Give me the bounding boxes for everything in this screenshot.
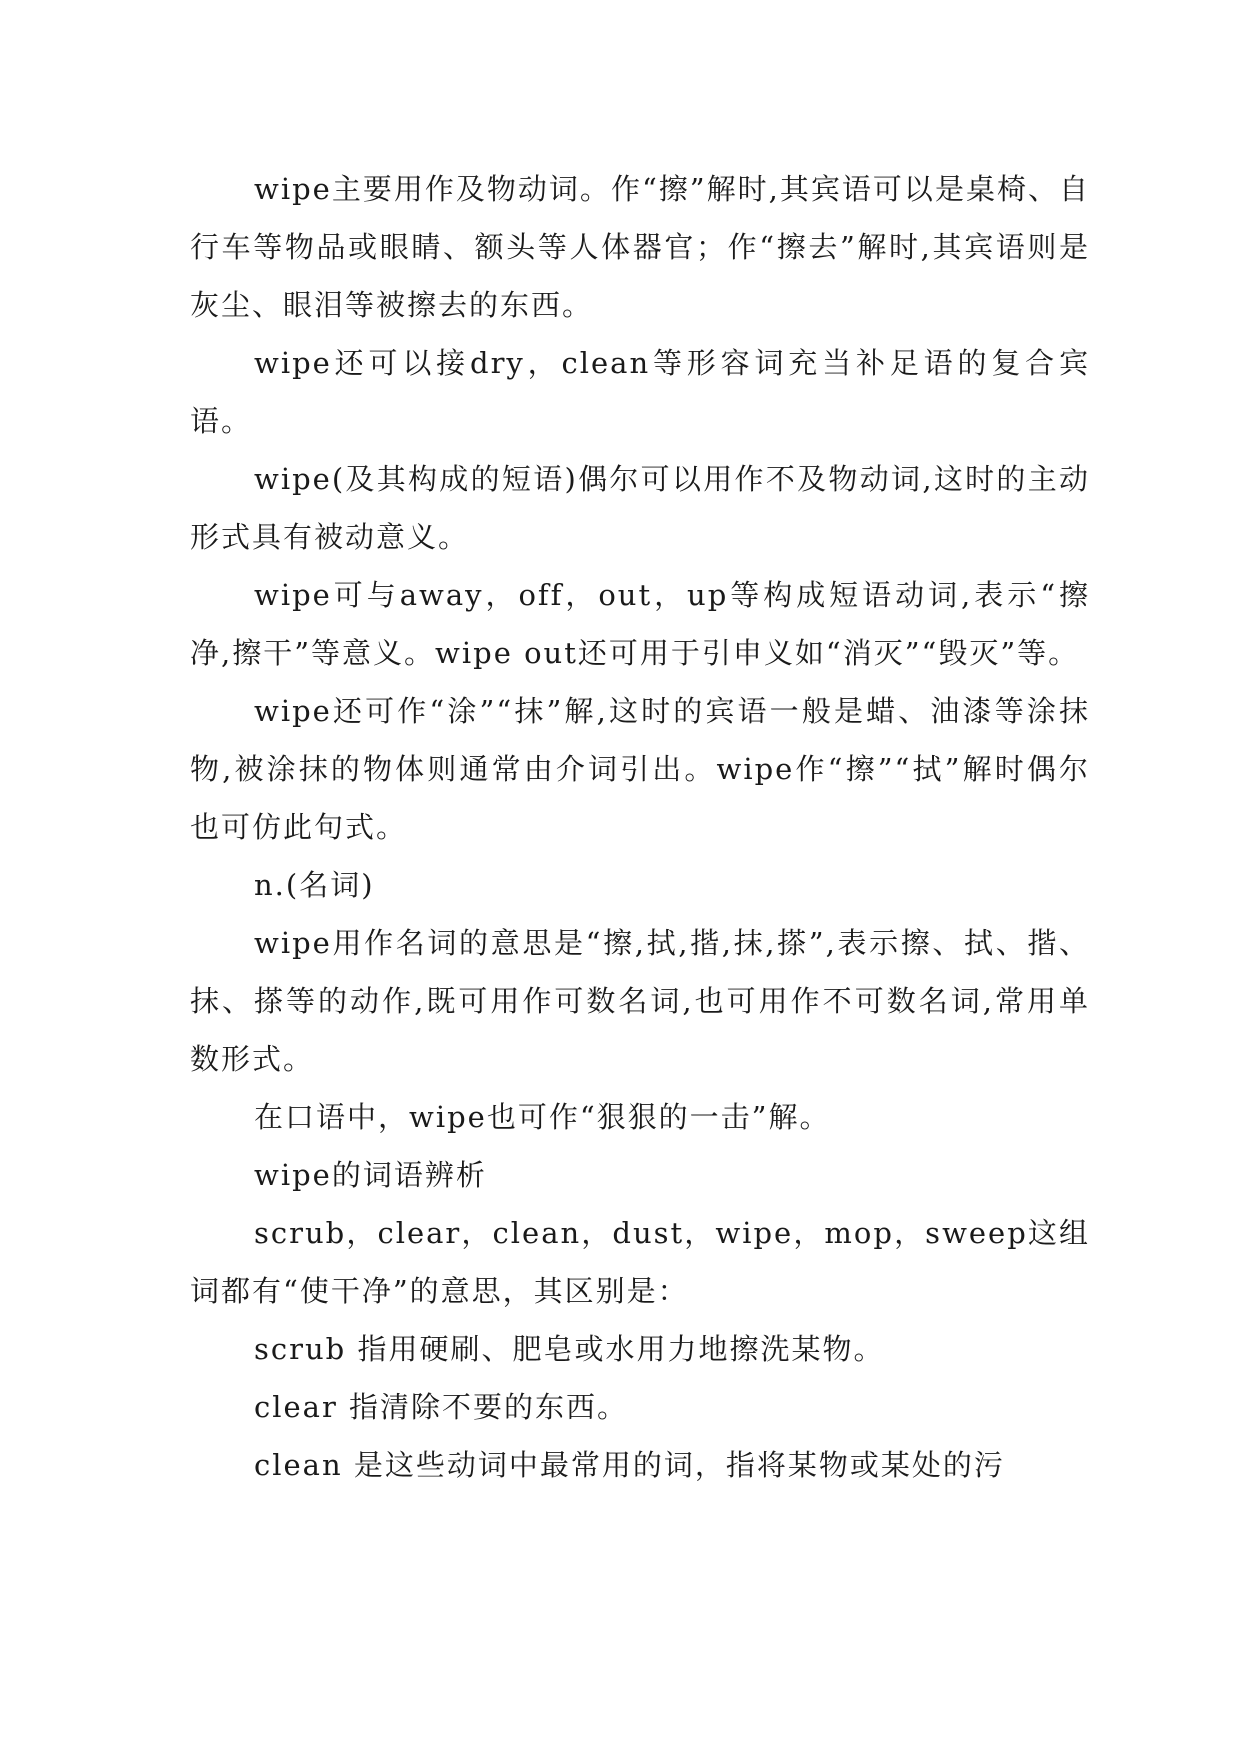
paragraph-4: wipe可与away，off，out，up等构成短语动词,表示“擦净,擦干”等意义。wipe out还可用于引申义如“消灭”“毁灭”等。 [190,578,1090,670]
paragraph-13: clean 是这些动词中最常用的词，指将某物或某处的污 [254,1448,1005,1482]
paragraph-5: wipe还可作“涂”“抹”解,这时的宾语一般是蜡、油漆等涂抹物,被涂抹的物体则通常由介词引出。wipe作“擦”“拭”解时偶尔也可仿此句式。 [190,694,1090,844]
paragraph-6: n.(名词) [254,868,375,902]
paragraph-7: wipe用作名词的意思是“擦,拭,揩,抹,搽”,表示擦、拭、揩、抹、搽等的动作,既可用作可数名词,也可用作不可数名词,常用单数形式。 [190,926,1090,1076]
paragraph-9: wipe的词语辨析 [254,1158,487,1192]
document-body [190,160,1090,1494]
paragraph-8: 在口语中，wipe也可作“狠狠的一击”解。 [254,1100,831,1134]
paragraph-1: wipe主要用作及物动词。作“擦”解时,其宾语可以是桌椅、自行车等物品或眼睛、额头等人体器官；作“擦去”解时,其宾语则是灰尘、眼泪等被擦去的东西。 [190,172,1090,322]
paragraph-12: clear 指清除不要的东西。 [254,1390,629,1424]
paragraph-10: scrub，clear，clean，dust，wipe，mop，sweep这组词都有“使干净”的意思，其区别是： [190,1216,1090,1308]
paragraph-3: wipe(及其构成的短语)偶尔可以用作不及物动词,这时的主动形式具有被动意义。 [190,462,1090,554]
paragraph-11: scrub 指用硬刷、肥皂或水用力地擦洗某物。 [254,1332,885,1366]
paragraph-2: wipe还可以接dry，clean等形容词充当补足语的复合宾语。 [190,346,1090,438]
